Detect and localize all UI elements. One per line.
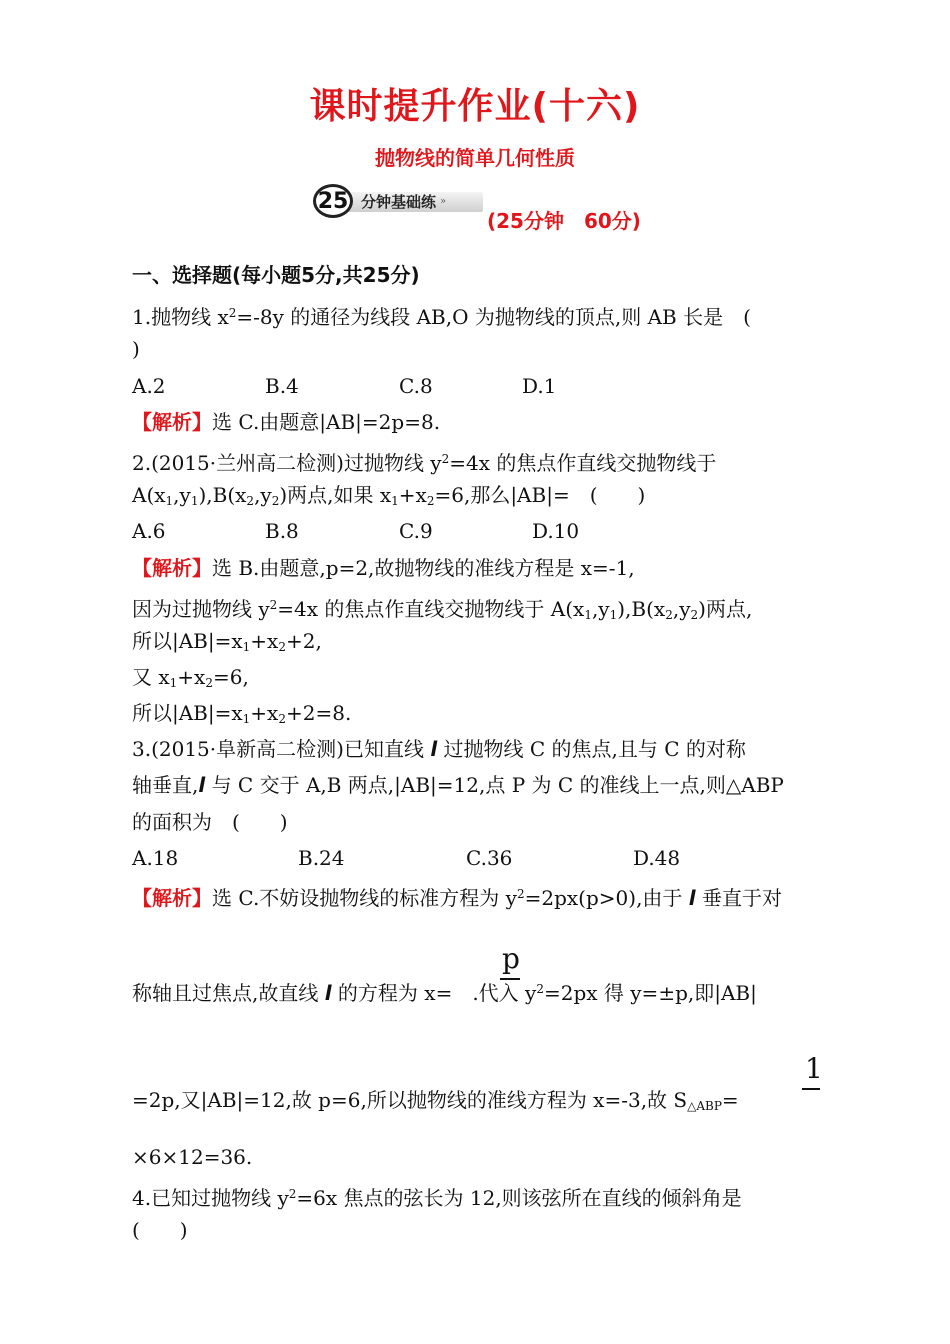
q2-solution-line5: 所以$|AB|=x_1+x_2+2=8$. — [132, 701, 352, 726]
q2-solution-line1: 【解析】选 B.由题意,p=2,故抛物线的准线方程是 x=-1, — [132, 556, 635, 580]
q1-stem-line2: ) — [132, 337, 140, 361]
q3-solution-line2: 称轴且过焦点,故直线 l 的方程为 x= .代入 $y^2=2px$ 得 y=±p,即|AB| — [132, 981, 757, 1005]
q2-solution-line4: 又 $x_1+x_2=6$, — [132, 665, 249, 690]
practice-badge — [313, 184, 481, 218]
q3-stem-line1: 3.(2015·阜新高二检测)已知直线 l 过抛物线 C 的焦点,且与 C 的对称 — [132, 737, 746, 761]
q2-option-c: C.9 — [399, 519, 433, 543]
q1-option-b: B.4 — [265, 374, 299, 398]
q2-option-b: B.8 — [265, 519, 299, 543]
fraction-numerator-p: p — [502, 942, 520, 975]
q3-option-a: A.18 — [132, 846, 179, 870]
q4-stem-line2: ( ) — [132, 1218, 188, 1242]
timing-info: (25分钟 60分) — [487, 209, 641, 233]
page-subtitle: 抛物线的简单几何性质 — [375, 146, 575, 170]
q1-option-a: A.2 — [132, 374, 166, 398]
badge-text: 分钟基础练 — [361, 192, 437, 211]
q2-solution-line3: 所以$|AB|=x_1+x_2+2$, — [132, 629, 322, 654]
section-heading: 一、选择题(每小题5分,共25分) — [132, 263, 420, 287]
q2-stem-line1: 2.(2015·兰州高二检测)过抛物线 $y^2=4x$ 的焦点作直线交抛物线于 — [132, 451, 717, 475]
q1-option-d: D.1 — [522, 374, 557, 398]
double-arrow-icon: » — [440, 195, 447, 207]
q2-stem-line2: $A(x_1,y_1),B(x_2,y_2)$两点,如果 $x_1+x_2=6$,那么|AB|= ( ) — [132, 483, 646, 508]
q3-option-d: D.48 — [633, 846, 681, 870]
q4-stem-line1: 4.已知过抛物线 $y^2=6x$ 焦点的弦长为 12,则该弦所在直线的倾斜角是 — [132, 1186, 742, 1210]
badge-number: 25 — [313, 184, 353, 218]
solution-tag: 【解析】 — [132, 556, 212, 580]
q3-stem-line2: 轴垂直,l 与 C 交于 A,B 两点,|AB|=12,点 P 为 C 的准线上一点,则△ABP — [132, 773, 784, 797]
q2-option-a: A.6 — [132, 519, 166, 543]
q3-option-b: B.24 — [298, 846, 345, 870]
q2-solution-line2: 因为过抛物线 $y^2=4x$ 的焦点作直线交抛物线于 $A(x_1,y_1),B(x_2,y_2)$两点, — [132, 597, 753, 622]
fraction-numerator-1: 1 — [805, 1052, 823, 1085]
fraction-bar — [802, 1088, 820, 1090]
q3-option-c: C.36 — [466, 846, 513, 870]
q1-stem-line1: 1.抛物线 $x^2=-8y$ 的通径为线段 AB,O 为抛物线的顶点,则 AB 长是 ( — [132, 305, 751, 329]
q1-solution: 【解析】选 C.由题意|AB|=2p=8. — [132, 410, 441, 434]
q3-stem-line3: 的面积为 ( ) — [132, 810, 288, 834]
solution-tag: 【解析】 — [132, 410, 212, 434]
q1-option-c: C.8 — [399, 374, 433, 398]
page-title: 课时提升作业(十六) — [309, 86, 641, 127]
solution-tag: 【解析】 — [132, 886, 212, 910]
q2-option-d: D.10 — [532, 519, 580, 543]
q3-solution-line3: =2p,又|AB|=12,故 p=6,所以抛物线的准线方程为 x=-3,故 $S_{\triangle ABP}=$ — [132, 1088, 739, 1113]
q3-solution-line1: 【解析】选 C.不妨设抛物线的标准方程为 $y^2=2px(p>0)$,由于 l 垂直于对 — [132, 886, 782, 910]
q3-solution-line4: ×6×12=36. — [132, 1145, 253, 1169]
